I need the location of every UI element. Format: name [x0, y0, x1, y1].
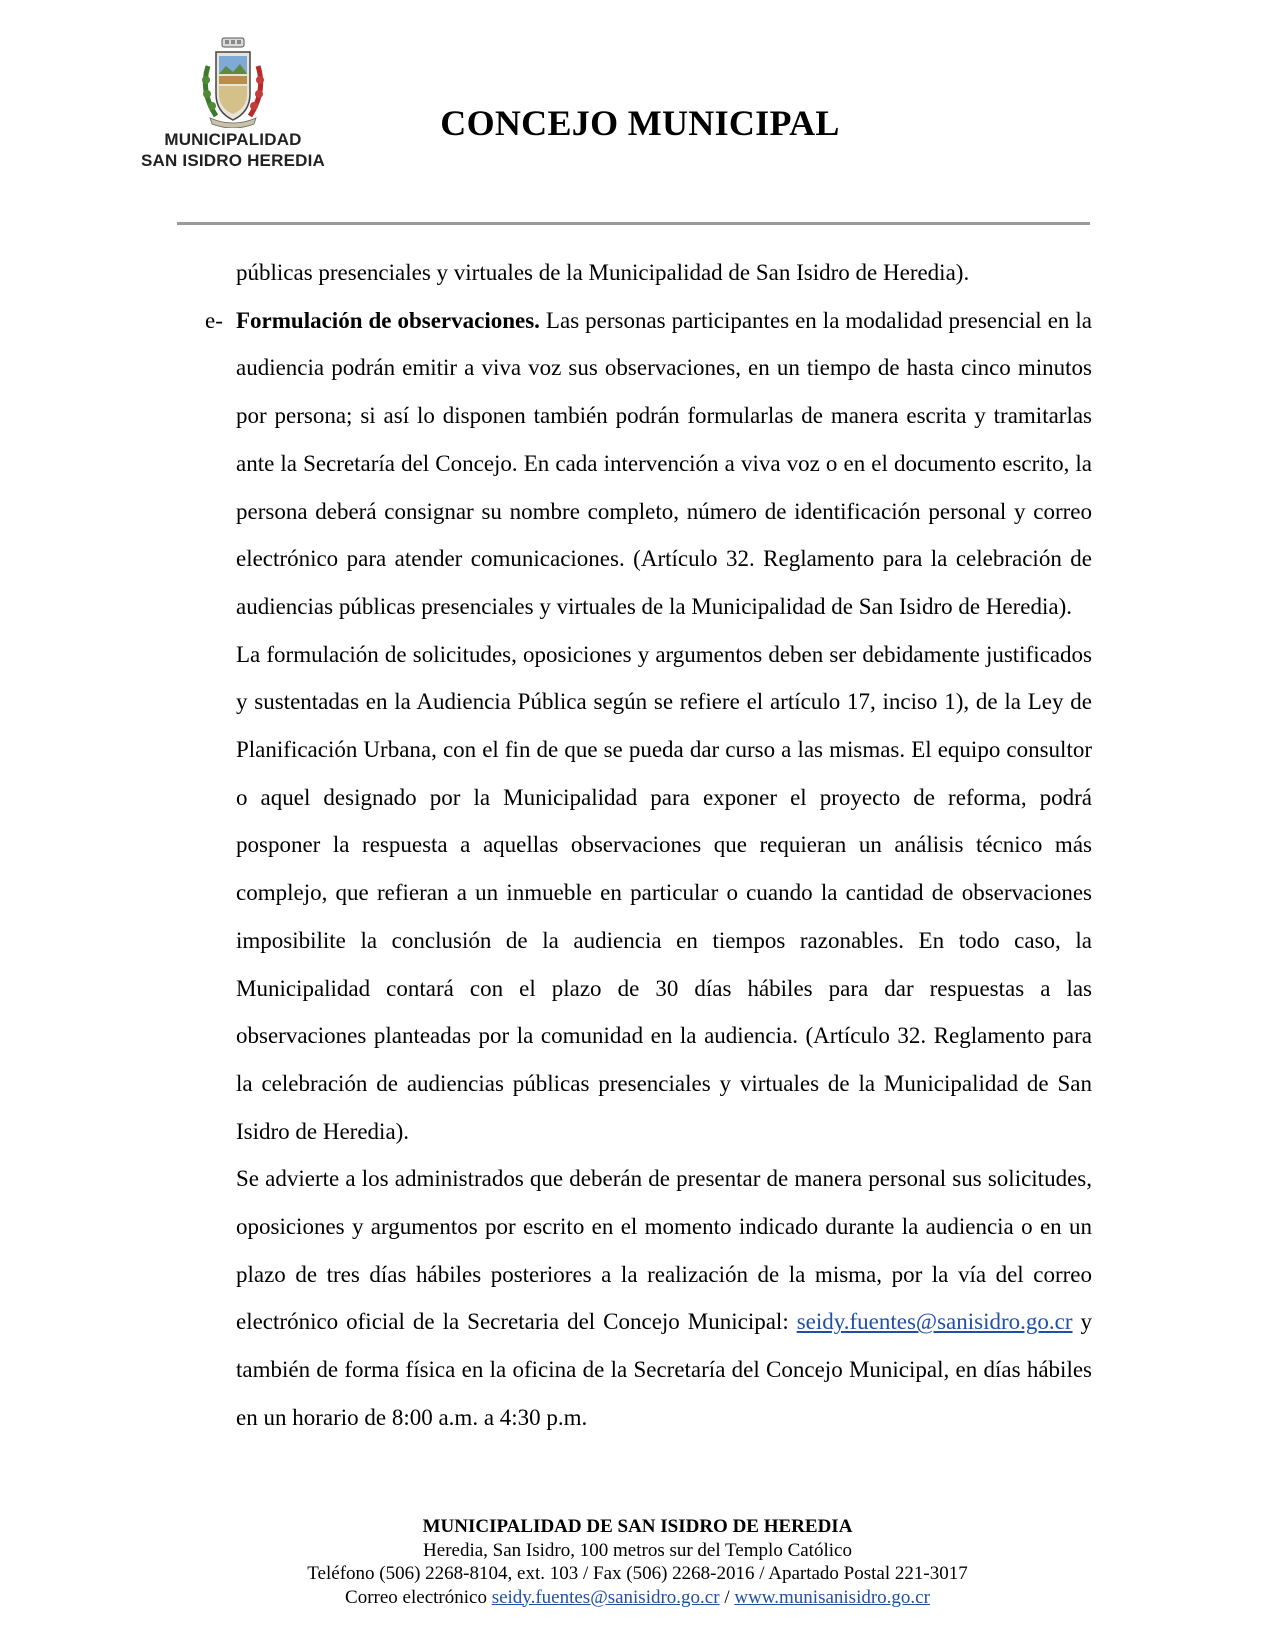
footer-org-name: MUNICIPALIDAD DE SAN ISIDRO DE HEREDIA — [422, 1516, 853, 1537]
document-body — [205, 249, 1092, 1442]
list-item-e — [205, 297, 1092, 631]
secretary-email-link[interactable]: seidy.fuentes@sanisidro.go.cr — [796, 1309, 1073, 1335]
paragraph-notice — [236, 1155, 1092, 1441]
list-marker: e- — [205, 307, 223, 333]
logo-line-2: SAN ISIDRO HEREDIA — [140, 151, 325, 170]
logo-line-1: MUNICIPALIDAD — [164, 130, 302, 149]
footer-separator: / — [719, 1586, 735, 1608]
continuation-paragraph: públicas presenciales y virtuales de la Municipalidad de San Isidro de Heredia). — [236, 260, 970, 285]
notice-text-before: Se advierte a los administrados que deberán de presentar de manera personal sus solicitudes, oposiciones y argumentos por escrito en el momento indicado durante la audiencia o en un plazo de tres días hábiles posteriores a la realización de la misma, por la vía del correo electrónico oficial de la Secretaria del Concejo Municipal: — [236, 1166, 1092, 1335]
footer-email-link[interactable]: seidy.fuentes@sanisidro.go.cr — [491, 1586, 720, 1608]
notice-text-after: y también de forma física en la oficina de la Secretaría del Concejo Municipal, en días hábiles en un horario de 8:00 a.m. a 4:30 p.m. — [236, 1309, 1092, 1430]
municipal-logo — [118, 36, 348, 176]
item-heading: Formulación de observaciones. — [236, 307, 540, 333]
page-title: CONCEJO MUNICIPAL — [440, 103, 840, 143]
footer-address: Heredia, San Isidro, 100 metros sur del Templo Católico — [423, 1539, 852, 1561]
footer-contact-line — [150, 1586, 1125, 1610]
header-divider — [177, 222, 1090, 225]
page-footer — [150, 1515, 1125, 1609]
footer-website-link[interactable]: www.munisanisidro.go.cr — [734, 1586, 930, 1608]
item-text: Las personas participantes en la modalidad presencial en la audiencia podrán emitir a viva voz sus observaciones, en un tiempo de hasta cinco minutos por persona; si así lo disponen también podrán formularlas de manera escrita y tramitarlas ante la Secretaría del Concejo. En cada intervención a viva voz o en el documento escrito, la persona deberá consignar su nombre completo, número de identificación personal y correo electrónico para atender comunicaciones. (Artículo 32. Reglamento para la celebración de audiencias públicas presenciales y virtuales de la Municipalidad de San Isidro de Heredia). — [236, 307, 1092, 619]
footer-email-label: Correo electrónico — [345, 1586, 492, 1608]
paragraph-formulation: La formulación de solicitudes, oposiciones y argumentos deben ser debidamente justificados y sustentadas en la Audiencia Pública según se refiere el artículo 17, inciso 1), de la Ley de Planificación Urbana, con el fin de que se pueda dar curso a las mismas. El equipo consultor o aquel designado por la Municipalidad para exponer el proyecto de reforma, podrá posponer la respuesta a aquellas observaciones que requieran un análisis técnico más complejo, que refieran a un inmueble en particular o cuando la cantidad de observaciones imposibilite la conclusión de la audiencia en tiempos razonables. En todo caso, la Municipalidad contará con el plazo de 30 días hábiles para dar respuestas a las observaciones planteadas por la comunidad en la audiencia. (Artículo 32. Reglamento para la celebración de audiencias públicas presenciales y virtuales de la Municipalidad de San Isidro de Heredia). — [236, 641, 1092, 1144]
footer-phones: Teléfono (506) 2268-8104, ext. 103 / Fax (506) 2268-2016 / Apartado Postal 221-3017 — [307, 1563, 968, 1584]
coat-of-arms-icon — [194, 36, 272, 128]
